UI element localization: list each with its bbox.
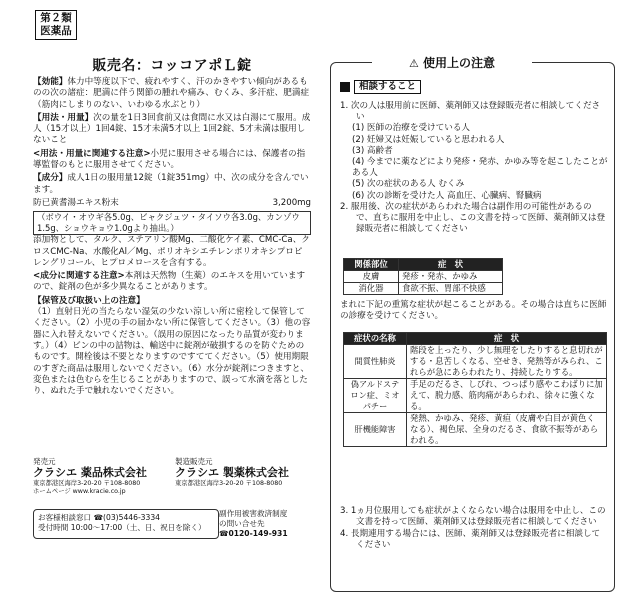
square-bullet-icon — [340, 82, 350, 92]
maker-name: クラシエ 製薬株式会社 — [175, 466, 289, 479]
composition-note-text: 本剤は天然物（生薬）のエキスを用いていますので、錠剤の色が多少異なることがあります。 — [33, 271, 306, 293]
efficacy-text: 体力中等度以下で、疲れやすく、汗のかきやすい傾向があるものの次の諸症：肥満に伴う関節の腫れや痛み、むくみ、多汗症、肥満症（筋肉にしまりのない、いわゆる水ぶとり） — [33, 77, 310, 110]
efficacy-paragraph — [33, 77, 311, 111]
table-header-row — [344, 259, 503, 271]
table-header: 症 状 — [399, 259, 503, 271]
efficacy-label: 【効能】 — [33, 77, 68, 87]
table-cell: 階段を上ったり、少し無理をしたりすると息切れがする・息苦しくなる、空せき、発熱等がみられ、これらが急にあらわれたり、持続したりする。 — [407, 345, 607, 379]
consult-item: (1) 医師の治療を受けている人 — [352, 123, 471, 134]
maker-block — [175, 457, 311, 496]
relief-system — [219, 509, 311, 539]
consult-list — [340, 101, 608, 235]
support-hours: 受付時間 10:00〜17:00（土、日、祝日を除く） — [38, 523, 206, 532]
table-row — [344, 271, 503, 283]
consult-label: 相談すること — [354, 80, 421, 94]
rare-symptoms-note: まれに下記の重篤な症状が起こることがある。その場合は直ちに医師の診療を受けてください。 — [340, 300, 607, 322]
composition-note-paragraph — [33, 271, 311, 294]
side-effects-table — [343, 258, 503, 295]
seller-name: クラシエ 薬品株式会社 — [33, 466, 147, 479]
herb-breakdown-box: （ボウイ・オウギ各5.0g、ビャクジュツ・タイソウ各3.0g、カンゾウ1.5g、ショウキョウ1.0gより抽出。） — [33, 211, 311, 235]
seller-role: 発売元 — [33, 457, 56, 466]
company-block — [33, 457, 311, 496]
left-body — [33, 77, 311, 399]
table-row — [344, 413, 607, 447]
table-row — [344, 283, 503, 295]
relief-phone: ☎0120-149-931 — [219, 529, 288, 538]
drug-class-badge — [35, 10, 77, 40]
table-cell: 肝機能障害 — [344, 413, 407, 447]
table-header: 症状の名称 — [344, 333, 407, 345]
relief-line-2: の問い合せ先 — [219, 519, 265, 528]
consult-item: (2) 妊婦又は妊娠していると思われる人 — [352, 134, 505, 145]
composition-paragraph — [33, 173, 311, 196]
warning-icon: ⚠ — [408, 57, 419, 70]
table-cell: 手足のだるさ、しびれ、つっぱり感やこわばりに加えて、脱力感、筋肉痛があらわれ、徐々に強くなる。 — [407, 379, 607, 413]
maker-address: 東京都港区海岸3-20-20 〒108-8080 — [175, 480, 283, 487]
storage-text: （1）直射日光の当たらない湿気の少ない涼しい所に密栓して保管してください。（2）小児の手の届かない所に保管してください。（3）他の容器に入れ替えないでください。（誤用の原因になったり品質が変わります。）（4）ビンの中の詰物は、輸送中に錠剤が破損するのを防ぐためのものです。開栓後は不要となりますのですててください。（5）使用期限のすぎた商品は服用しないでください。（6）水分が錠剤につきますと、変色または色むらを生じることがありますので、誤って水滴を落としたり、ぬれた手で触れないでください。 — [33, 307, 311, 397]
composition-formula — [33, 198, 311, 209]
dosage-note-text: 小児に服用させる場合には、保護者の指導監督のもとに服用させてください。 — [33, 148, 306, 171]
table-cell: 発熱、かゆみ、発疹、黄疸（皮膚や白目が黄色くなる）、褐色尿、全身のだるさ、食欲不振等があらわれる。 — [407, 413, 607, 447]
consult-header — [340, 80, 421, 94]
dosage-paragraph — [33, 113, 311, 147]
support-phone: お客様相談窓口 ☎(03)5446-3334 — [38, 513, 161, 522]
dosage-note-label: <用法・用量に関連する注意> — [33, 148, 151, 159]
composition-label: 【成分】 — [33, 173, 68, 184]
seller-homepage: ホームページ www.kracie.co.jp — [33, 488, 126, 495]
formula-amount: 3,200mg — [272, 197, 311, 208]
seller-block — [33, 457, 169, 496]
dosage-note-paragraph — [33, 149, 311, 172]
footer-item: 3. 1ヵ月位服用しても症状がよくならない場合は服用を中止し、この文書を持って医師、薬剤師又は登録販売者に相談してください — [340, 506, 606, 528]
consult-item: (6) 次の診断を受けた人 高血圧、心臓病、腎臓病 — [352, 190, 542, 201]
table-header: 症 状 — [407, 333, 607, 345]
footer-precautions — [340, 506, 608, 551]
table-cell: 消化器 — [344, 283, 399, 295]
table-cell: 発疹・発赤、かゆみ — [399, 271, 503, 283]
serious-symptoms-table — [343, 332, 607, 447]
badge-line-1: 第２類 — [40, 12, 72, 24]
dosage-text: 次の量を1日3回食前又は食間に水又は白湯にて服用。成人（15才以上）1回4錠、15才未満5才以上 1回2錠、5才未満は服用しないこと — [33, 112, 311, 146]
precautions-title-text: 使用上の注意 — [423, 56, 496, 70]
formula-name: 防已黄耆湯エキス粉末 — [33, 197, 119, 208]
table-header-row — [344, 333, 607, 345]
table-row — [344, 379, 607, 413]
consult-item: 2. 服用後、次の症状があらわれた場合は副作用の可能性があるので、直ちに服用を中止し、この文書を持って医師、薬剤師又は登録販売者に相談してください — [340, 201, 606, 235]
table-cell: 食欲不振、胃部不快感 — [399, 283, 503, 295]
table-row — [344, 345, 607, 379]
customer-support-box — [33, 509, 219, 539]
product-name: 販売名：コッコアポＬ錠 — [92, 58, 252, 74]
storage-label: 【保管及び取扱い上の注意】 — [33, 295, 145, 306]
consult-item: (5) 次の症状のある人 むくみ — [352, 179, 465, 190]
consult-item: (3) 高齢者 — [352, 145, 393, 156]
table-cell: 皮膚 — [344, 271, 399, 283]
table-cell: 間質性肺炎 — [344, 345, 407, 379]
footer-item: 4. 長期連用する場合には、医師、薬剤師又は登録販売者に相談してください — [340, 528, 601, 550]
composition-text: 成人1日の服用量12錠（1錠351mg）中、次の成分を含んでいます。 — [33, 173, 309, 195]
badge-line-2: 医薬品 — [40, 25, 72, 37]
relief-line-1: 副作用被害救済制度 — [219, 509, 288, 518]
consult-item: 1. 次の人は服用前に医師、薬剤師又は登録販売者に相談してください — [340, 101, 601, 123]
table-header: 関係部位 — [344, 259, 399, 271]
seller-address: 東京都港区海岸3-20-20 〒108-8080 — [33, 480, 141, 487]
storage-paragraph — [33, 296, 311, 398]
composition-note-label: <成分に関連する注意> — [33, 271, 125, 282]
contact-block — [33, 509, 311, 539]
dosage-label: 【用法・用量】 — [33, 112, 94, 123]
table-cell: 偽アルドステロン症、ミオパチー — [344, 379, 407, 413]
maker-role: 製造販売元 — [175, 457, 213, 466]
additives-text: 添加物として、タルク、ステアリン酸Mg、二酸化ケイ素、CMC-Ca、クロスCMC-Na、水酸化Al／Mg、ポリオキシエチレンポリオキシプロピレングリコール、ヒプロメロースを含有する。 — [33, 235, 310, 268]
consult-item: (4) 今までに薬などにより発疹・発赤、かゆみ等を起こしたことがある人 — [352, 157, 608, 179]
precautions-title — [372, 56, 532, 71]
